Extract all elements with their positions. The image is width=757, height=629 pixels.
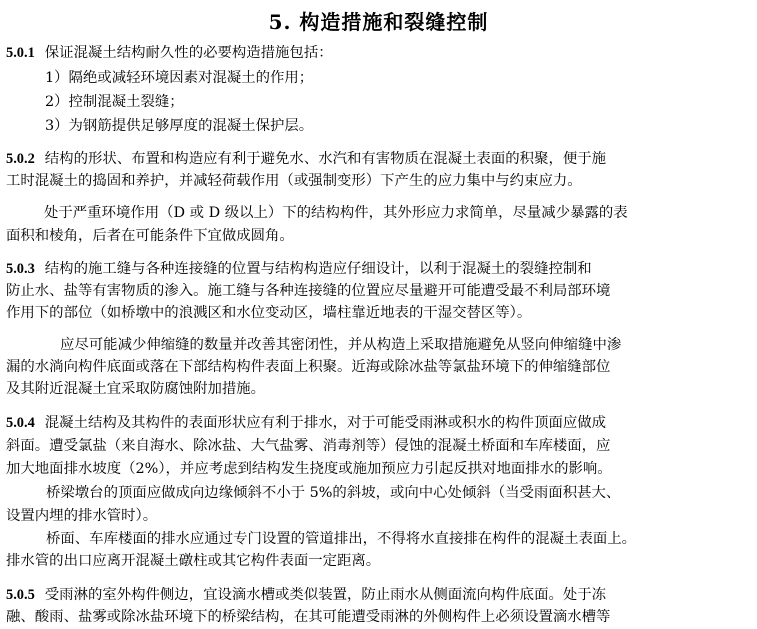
paragraph-line: 桥面、车库楼面的排水应通过专门设置的管道排出，不得将水直接排在构件的混凝土表面上。 [46, 531, 637, 547]
clause-text-line: 防止水、盐等有害物质的渗入。施工缝与各种连接缝的位置应尽量避开可能遭受最不利局部环境 [6, 283, 611, 299]
clause-number: 5.0.5 [6, 587, 35, 603]
list-item: 1）隔绝或减轻环境因素对混凝土的作用； [45, 70, 314, 86]
paragraph-line: 排水管的出口应离开混凝土礅柱或其它构件表面一定距离。 [6, 553, 381, 569]
clause-5-0-2 [6, 150, 606, 168]
clause-text-line: 斜面。遭受氯盐（来自海水、除冰盐、大气盐雾、消毒剂等）侵蚀的混凝土桥面和车库楼面，应 [6, 438, 611, 454]
list-item: 3）为钢筋提供足够厚度的混凝土保护层。 [45, 118, 314, 134]
paragraph-line: 设置内埋的排水管时）。 [6, 508, 158, 524]
paragraph-line: 面积和棱角，后者在可能条件下宜做成圆角。 [6, 228, 294, 244]
clause-text-line: 加大地面排水坡度（2%），并应考虑到结构发生挠度或施加预应力引起反拱对地面排水的影响。 [6, 461, 612, 477]
clause-text-line: 受雨淋的室外构件侧边，宜设滴水槽或类似装置，防止雨水从侧面流向构件底面。处于冻 [44, 587, 607, 603]
clause-5-0-3 [6, 260, 592, 278]
clause-text: 保证混凝土结构耐久性的必要构造措施包括： [44, 45, 333, 61]
clause-5-0-5 [6, 586, 606, 604]
clause-number: 5.0.2 [6, 151, 35, 167]
clause-5-0-4 [6, 414, 606, 432]
paragraph-line: 处于严重环境作用（D 或 D 级以上）下的结构构件，其外形应力求简单，尽量减少暴露的表 [44, 205, 628, 221]
list-item: 2）控制混凝土裂缝； [45, 94, 184, 110]
clause-number: 5.0.1 [6, 45, 35, 61]
paragraph-line: 及其附近混凝土宜采取防腐蚀附加措施。 [6, 381, 266, 397]
paragraph-line: 桥梁墩台的顶面应做成向边缘倾斜不小于 5%的斜坡，或向中心处倾斜（当受雨面积甚大、 [46, 485, 621, 501]
clause-text-line: 工时混凝土的捣固和养护，并减轻荷载作用（或强制变形）下产生的应力集中与约束应力。 [6, 173, 582, 189]
paragraph-line: 漏的水淌向构件底面或落在下部结构构件表面上积聚。近海或除冰盐等氯盐环境下的伸缩缝部位 [6, 359, 611, 375]
clause-number: 5.0.4 [6, 415, 35, 431]
clause-text-line: 混凝土结构及其构件的表面形状应有利于排水，对于可能受雨淋或积水的构件顶面应做成 [44, 415, 607, 431]
clause-text-line: 结构的形状、布置和构造应有利于避免水、水汽和有害物质在混凝土表面的积聚，便于施 [44, 151, 607, 167]
paragraph-line: 应尽可能减少伸缩缝的数量并改善其密闭性，并从构造上采取措施避免从竖向伸缩缝中渗 [60, 337, 622, 353]
clause-number: 5.0.3 [6, 261, 35, 277]
clause-text-line: 融、酸雨、盐雾或除冰盐环境下的桥梁结构，在其可能遭受雨淋的外侧构件上必须设置滴水槽等 [6, 609, 611, 625]
clause-text-line: 作用下的部位（如桥墩中的浪溅区和水位变动区，墙柱靠近地表的干湿交替区等）。 [6, 305, 532, 321]
section-title: 5. 构造措施和裂缝控制 [268, 10, 489, 34]
clause-text-line: 结构的施工缝与各种连接缝的位置与结构构造应仔细设计，以利于混凝土的裂缝控制和 [44, 261, 592, 277]
clause-5-0-1 [6, 44, 333, 62]
